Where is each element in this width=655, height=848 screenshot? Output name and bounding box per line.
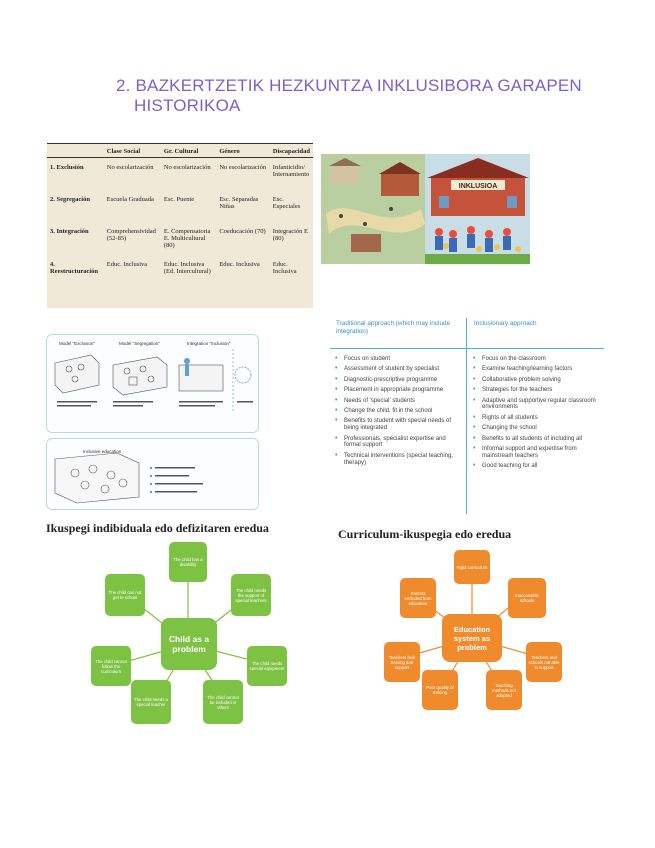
list-item: • Benefits to all students of including all bbox=[472, 436, 600, 443]
evolution-table bbox=[47, 143, 313, 308]
education-map-node: Inaccessible schools bbox=[508, 578, 546, 618]
school-sign: INKLUSIOA bbox=[458, 183, 498, 190]
caption-curriculum-model: Curriculum-ikuspegia edo eredua bbox=[338, 527, 512, 541]
table-cell: Infanticidio/ Internamiento bbox=[272, 164, 310, 178]
list-item: • Focus on student bbox=[334, 356, 462, 363]
list-item: • Collaborative problem solving bbox=[472, 377, 600, 384]
table-header: Gr. Cultural bbox=[161, 144, 216, 158]
table-cell: No escolarización bbox=[106, 164, 154, 171]
model-label-inclusive: Inclusive education bbox=[83, 449, 122, 454]
list-item: • Technical interventions (special teaching, therapy) bbox=[334, 453, 462, 467]
education-map-node: Teachers lack training and support bbox=[384, 642, 420, 682]
child-map-node: The child cannot follow the curriculum bbox=[91, 646, 131, 686]
table-cell: 2. Segregación bbox=[50, 196, 90, 203]
table-cell: 4. Reestructuración bbox=[50, 261, 99, 275]
table-cell: Esc. Separadas Niñas bbox=[219, 196, 259, 210]
inclusive-approach-header: Inclusionary approach bbox=[474, 320, 537, 327]
list-item: • Good teaching for all bbox=[472, 463, 600, 470]
section-title bbox=[116, 76, 582, 116]
child-map-node: The child needs the support of special teachers bbox=[231, 574, 271, 616]
header-divider bbox=[330, 348, 604, 349]
list-item: • Needs of 'special' students bbox=[334, 398, 462, 405]
list-item: • Benefits to student with special needs of being integrated bbox=[334, 418, 462, 432]
education-map-node: Poor quality of training bbox=[422, 670, 458, 710]
education-map-node: Teaching methods not adapted bbox=[486, 670, 522, 710]
list-item: • Strategies for the teachers bbox=[472, 387, 600, 394]
table-cell: No escolarización bbox=[163, 164, 211, 171]
education-map-node: Parents excluded from education bbox=[400, 578, 436, 618]
education-map-node: Teachers and schools not able to support bbox=[526, 642, 562, 682]
child-as-problem-map bbox=[85, 540, 295, 755]
traditional-approach-header: Traditional approach (which may include integration) bbox=[336, 320, 451, 335]
inclusive-diagram-panel bbox=[46, 438, 259, 510]
child-map-node: The child needs a special teacher bbox=[131, 680, 171, 724]
inclusive-diagram-drawing bbox=[47, 439, 258, 509]
table-cell: Comprehensividad (52-85) bbox=[106, 228, 156, 242]
models-diagram-drawing bbox=[47, 335, 258, 432]
list-item: • Assessment of student by specialist bbox=[334, 366, 462, 373]
table-row bbox=[47, 255, 313, 287]
inclusion-illustration-image bbox=[321, 154, 530, 264]
education-system-map bbox=[380, 548, 570, 713]
table-row bbox=[47, 222, 313, 255]
model-label-exclusion: Model "Exclusion" bbox=[59, 341, 95, 346]
table-cell: Coeducación (70) bbox=[219, 228, 266, 235]
list-item: • Focus on the classroom bbox=[472, 356, 600, 363]
education-map-node: Rigid curriculum bbox=[454, 550, 490, 584]
table-cell: E. Compensatoria E. Multicultural (80) bbox=[163, 228, 211, 249]
list-item: • Adaptive and supportive regular classroom environments bbox=[472, 398, 600, 412]
models-diagram-panel bbox=[46, 334, 259, 433]
table-cell: 1. Exclusión bbox=[50, 164, 84, 171]
child-map-node: The child has a disability bbox=[169, 542, 207, 582]
table-cell: 3. Integración bbox=[50, 228, 89, 235]
table-header: Discapacidad bbox=[270, 144, 313, 158]
list-item: • Informal support and expertise from mainstream teachers bbox=[472, 446, 600, 460]
table-row bbox=[47, 190, 313, 222]
inclusion-illustration bbox=[321, 154, 530, 264]
model-label-integration: Integration "Inclusion" bbox=[187, 341, 231, 346]
section-title-line1: 2. BAZKERTZETIK HEZKUNTZA INKLUSIBORA GARAPEN bbox=[116, 76, 582, 95]
table-header: Clase Social bbox=[104, 144, 161, 158]
traditional-list bbox=[334, 356, 462, 470]
list-item: • Professionals, specialist expertise and formal support bbox=[334, 436, 462, 450]
approach-comparison-table bbox=[330, 318, 604, 514]
table-cell: No escolarización bbox=[219, 164, 267, 171]
list-item: • Examine teaching/learning factors bbox=[472, 366, 600, 373]
caption-individual-model: Ikuspegi indibiduala edo defizitaren eredua bbox=[46, 521, 269, 535]
list-item: • Rights of all students bbox=[472, 415, 600, 422]
table-cell: Educ. Inclusiva (Ed. Intercultural) bbox=[163, 261, 211, 275]
table-cell: Integración E (80) bbox=[272, 228, 308, 242]
table-cell: Esc. Puente bbox=[163, 196, 195, 203]
table-row bbox=[47, 158, 313, 191]
list-item: • Diagnostic-prescriptive programme bbox=[334, 377, 462, 384]
list-item: • Changing the school bbox=[472, 425, 600, 432]
table-cell: Educ. Inclusiva bbox=[219, 261, 260, 268]
table-cell: Educ. Inclusiva bbox=[106, 261, 148, 268]
table-cell: Escuela Graduada bbox=[106, 196, 154, 203]
table-header: Género bbox=[216, 144, 269, 158]
child-map-center: Child as a problem bbox=[161, 618, 217, 670]
inclusive-list bbox=[472, 356, 600, 474]
list-item: • Change the child, fit in the school bbox=[334, 408, 462, 415]
child-map-node: The child can not get to school bbox=[105, 574, 145, 616]
child-map-node: The child needs special equipment bbox=[247, 646, 287, 686]
list-item: • Placement in appropriate programme bbox=[334, 387, 462, 394]
table-cell: Educ. Inclusiva bbox=[272, 261, 297, 275]
education-map-center: Education system as problem bbox=[442, 614, 502, 662]
child-map-node: The child cannot be included in others bbox=[203, 680, 243, 724]
model-label-segregation: Model "Segregation" bbox=[119, 341, 160, 346]
table-header bbox=[47, 144, 104, 158]
section-title-line2: HISTORIKOA bbox=[134, 96, 241, 115]
table-cell: Esc. Especiales bbox=[272, 196, 301, 210]
